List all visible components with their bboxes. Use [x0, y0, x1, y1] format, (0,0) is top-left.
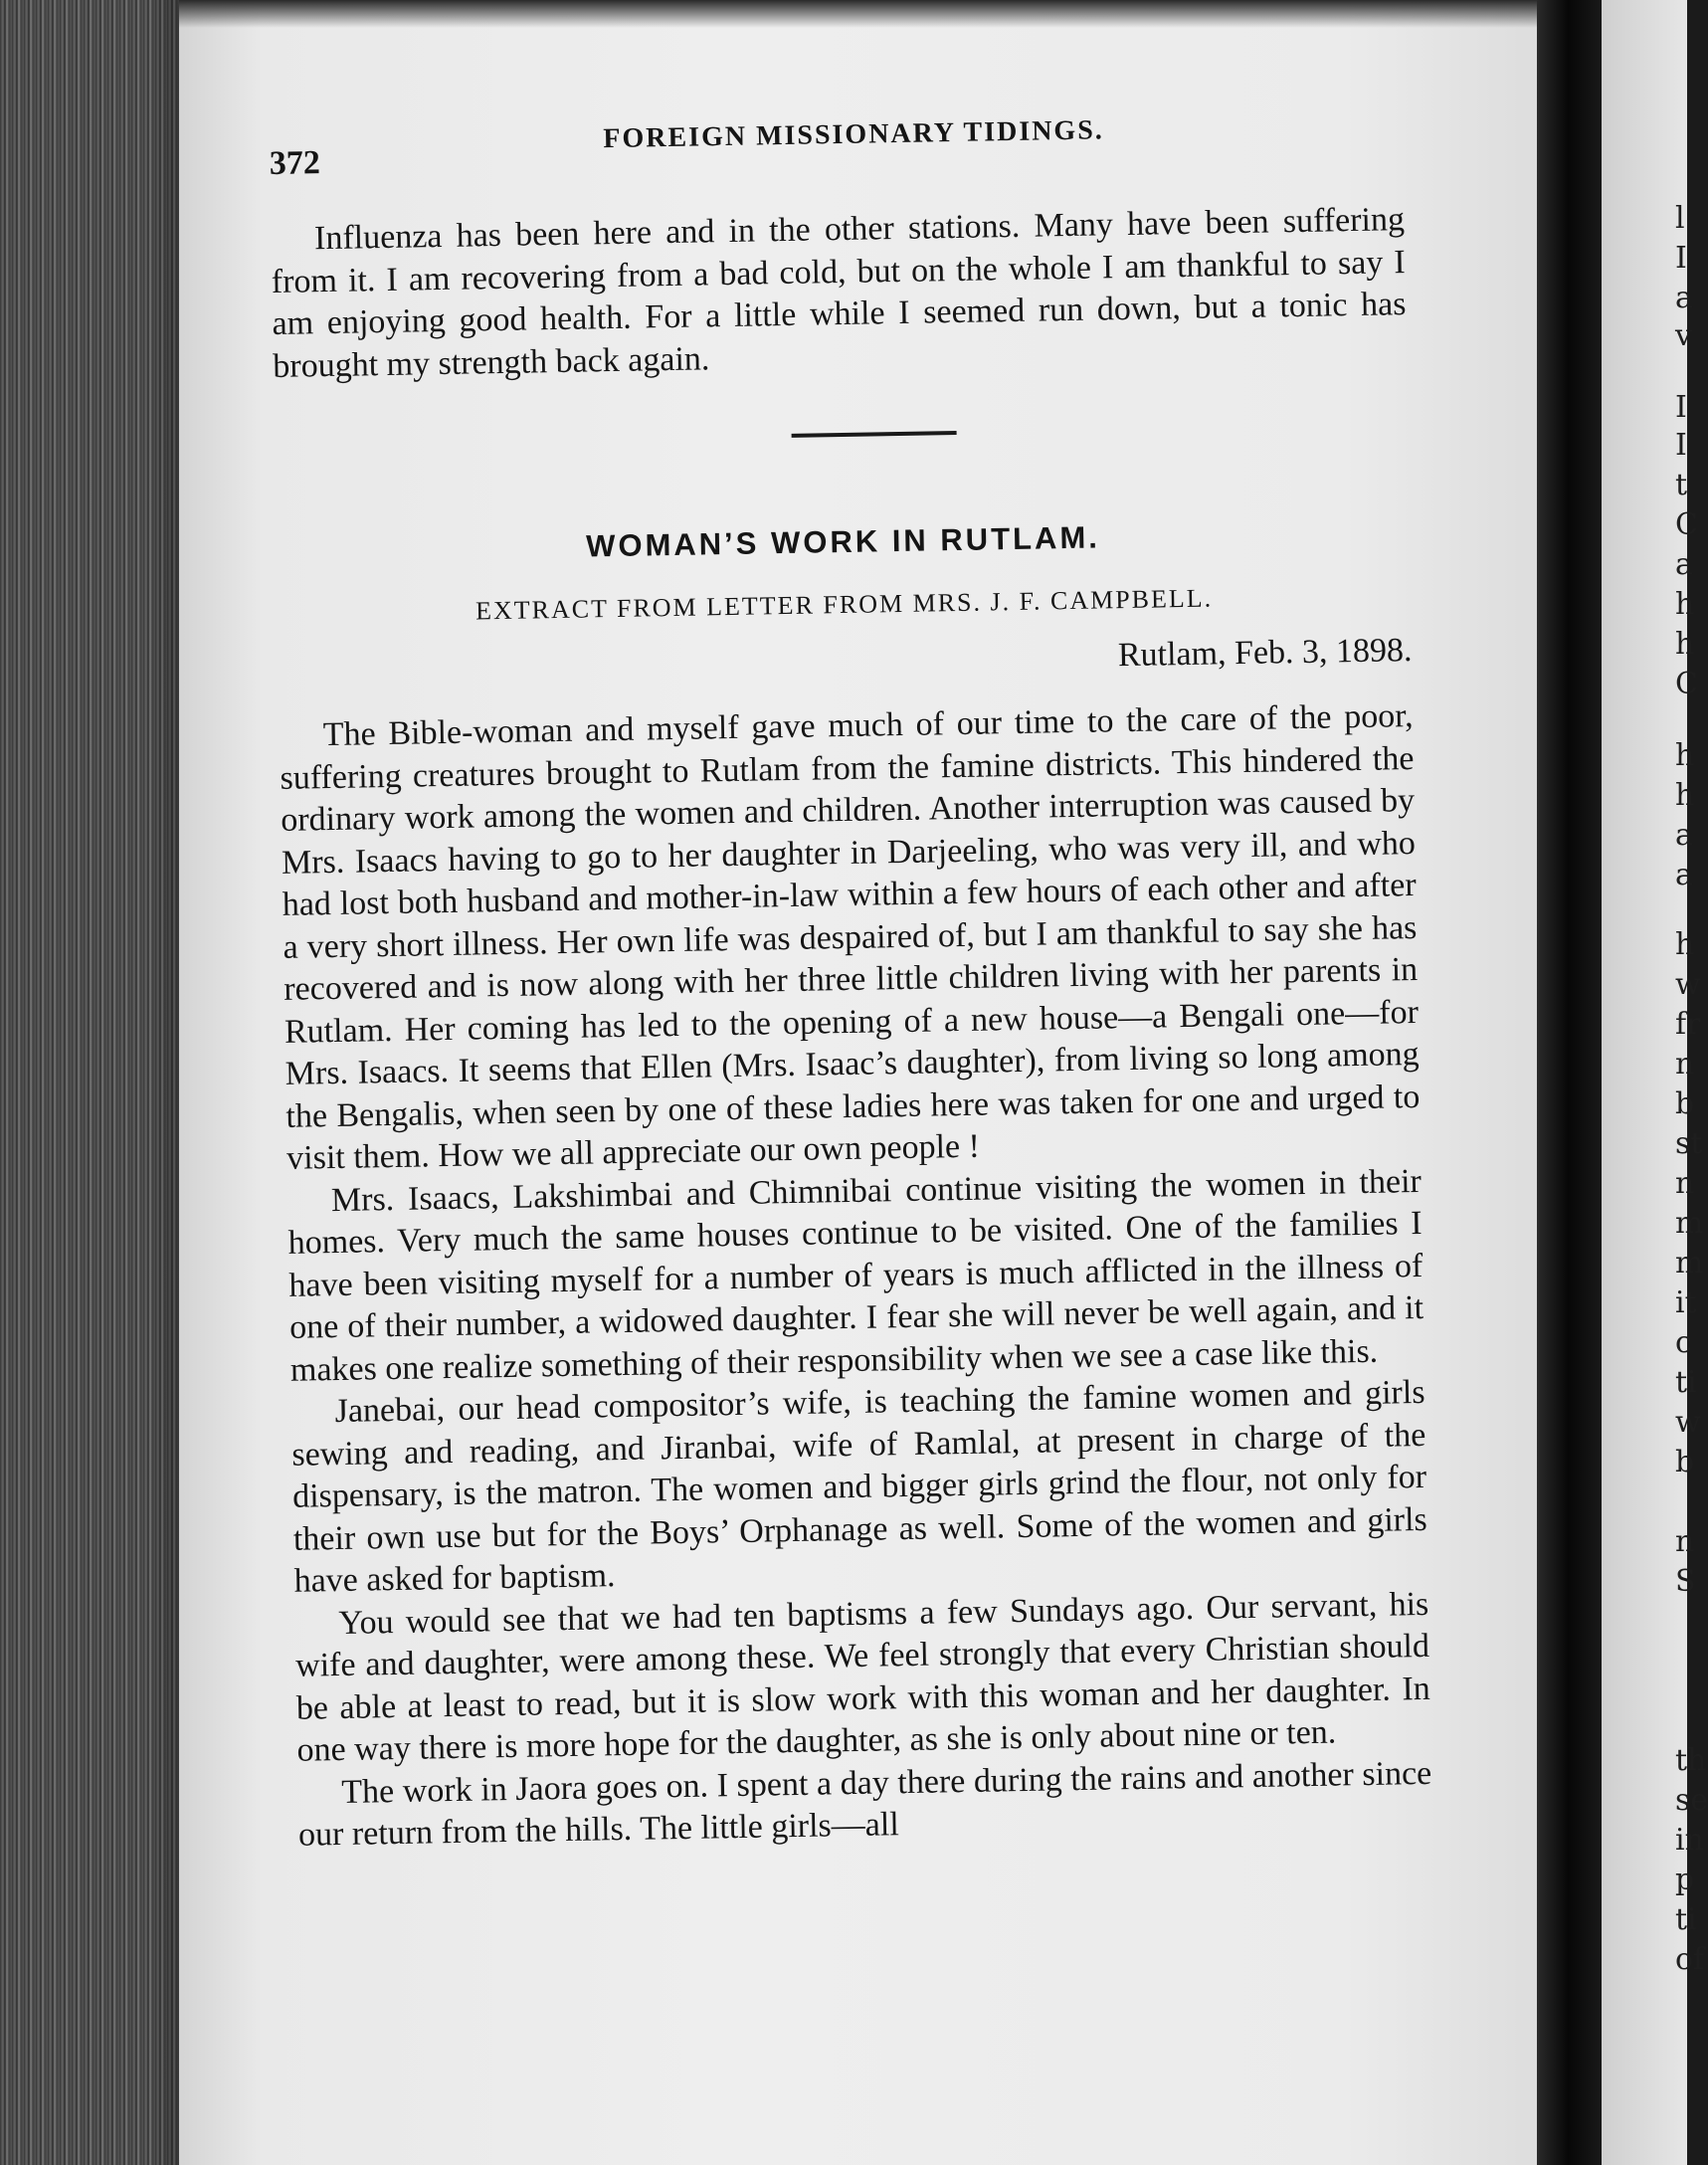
- facing-page-fragment: C: [1675, 507, 1698, 542]
- article-paragraph: Janebai, our head compositor’s wife, is teaching the famine women and girls sewing and reading, and Jiranbai, wife of Ramlal, at present in charge of the dispensary, is the matron. The women and bigger girls grind the flour, not only for their own use but for the Boys’ Orphanage as well. Some of the women and girls have asked for baptism.: [291, 1373, 1428, 1600]
- facing-page-fragment: t: [1675, 468, 1688, 502]
- facing-page-fragment: h: [1675, 927, 1695, 962]
- page-top-shadow: [179, 0, 1552, 28]
- section-divider-rule: [792, 431, 957, 438]
- facing-page-fragment: fr: [1675, 1007, 1701, 1042]
- facing-page-fragment: n: [1675, 1047, 1695, 1082]
- book-gutter: [1537, 0, 1607, 2165]
- facing-page-fragment: l: [1675, 201, 1685, 236]
- facing-page-fragment: in: [1675, 1823, 1704, 1858]
- page-content: [269, 98, 1532, 1857]
- facing-page-fragment: m: [1675, 1206, 1704, 1241]
- facing-page-fragment: it: [1675, 1285, 1697, 1320]
- facing-page-fragment: C: [1675, 667, 1698, 701]
- facing-page-fragment: b: [1675, 1445, 1695, 1479]
- facing-page-fragment: ti: [1675, 1902, 1697, 1937]
- facing-page-fragment: n: [1675, 1166, 1695, 1201]
- article-paragraph: Mrs. Isaacs, Lakshimbai and Chimnibai continue visiting the women in their homes. Very much the same houses continue to be visited. One of the families I have been visiting myself for a number of years is much afflicted in the illness of one of their number, a widowed daughter. I fear she will never be well again, and it makes one realize something of their responsibility when we see a case like this.: [287, 1162, 1424, 1389]
- facing-page-fragment: v: [1675, 318, 1692, 353]
- facing-page-fragment: of: [1675, 1942, 1705, 1977]
- facing-page-fragment: h: [1675, 738, 1695, 773]
- facing-page-fragment: m: [1675, 1246, 1704, 1280]
- facing-page-fragment: b: [1675, 1086, 1695, 1121]
- facing-page-fragment: a: [1675, 281, 1693, 315]
- facing-page-fragment: ti: [1675, 1365, 1697, 1400]
- intro-paragraph: Influenza has been here and in the other stations. Many have been suffering from it. I am recovering from a bad cold, but on the whole I am thankful to say I am enjoying good health. For a little while I seemed run down, but a tonic has brought my strength back again.: [271, 201, 1407, 385]
- facing-page-fragment: w: [1675, 1405, 1701, 1440]
- facing-page-fragment: w: [1675, 967, 1701, 1002]
- facing-page-fragment: I: [1675, 428, 1687, 463]
- facing-page: [1602, 0, 1708, 2165]
- article-title: WOMAN’S WORK IN RUTLAM.: [585, 519, 1101, 564]
- facing-page-fragment: a: [1675, 858, 1693, 892]
- facing-page-fragment: n: [1675, 1524, 1695, 1559]
- article-paragraph: The Bible-woman and myself gave much of our time to the care of the poor, suffering creatures brought to Rutlam from the famine districts. This hindered the ordinary work among the women and children. Another interruption was caused by Mrs. Isaacs having to go to her daughter in Darjeeling, who was very ill, and who had lost both husband and mother-in-law within a few hours of each other and after a very short illness. Her own life was despaired of, but I am thankful to say she has recovered and is now along with her three little children living with her parents in Rutlam. Her coming has led to the opening of a new house—a Bengali one—for Mrs. Isaacs. It seems that Ellen (Mrs. Isaac’s daughter), from living so long among the Bengalis, when seen by one of these ladies here was taken for one and urged to visit them. How we all appreciate our own people !: [280, 697, 1421, 1177]
- facing-page-fragment: I: [1675, 390, 1687, 425]
- facing-page-fragment: a: [1675, 818, 1693, 853]
- page-number: 372: [269, 144, 321, 182]
- facing-page-fragment: c: [1675, 1325, 1692, 1360]
- facing-page-fragment: th: [1675, 1743, 1707, 1778]
- article-subtitle: EXTRACT FROM LETTER FROM MRS. J. F. CAMPBELL.: [474, 583, 1214, 626]
- facing-page-fragment: h: [1675, 627, 1695, 662]
- facing-page-text: [1602, 0, 1708, 2165]
- facing-page-fragment: I: [1675, 241, 1687, 276]
- facing-page-fragment: st: [1675, 1126, 1703, 1161]
- facing-page-fragment: se: [1675, 1783, 1708, 1818]
- facing-page-fragment: a: [1675, 547, 1693, 582]
- facing-page-fragment: h: [1675, 587, 1695, 622]
- article-paragraph: The work in Jaora goes on. I spent a day there during the rains and another since our return from the hills. The little girls—all: [297, 1754, 1432, 1854]
- facing-page-fragment: p: [1675, 1863, 1695, 1897]
- facing-page-fragment: S: [1675, 1564, 1696, 1599]
- article-dateline: Rutlam, Feb. 3, 1898.: [1117, 632, 1413, 675]
- article-paragraph: You would see that we had ten baptisms a few Sundays ago. Our servant, his wife and daughter, were among these. We feel strongly that every Christian should be able at least to read, but it is slow work with this woman and her daughter. In one way there is more hope for the daughter, as she is only about nine or ten.: [294, 1585, 1431, 1769]
- facing-page-fragment: h: [1675, 778, 1695, 813]
- running-head: FOREIGN MISSIONARY TIDINGS.: [603, 114, 1105, 155]
